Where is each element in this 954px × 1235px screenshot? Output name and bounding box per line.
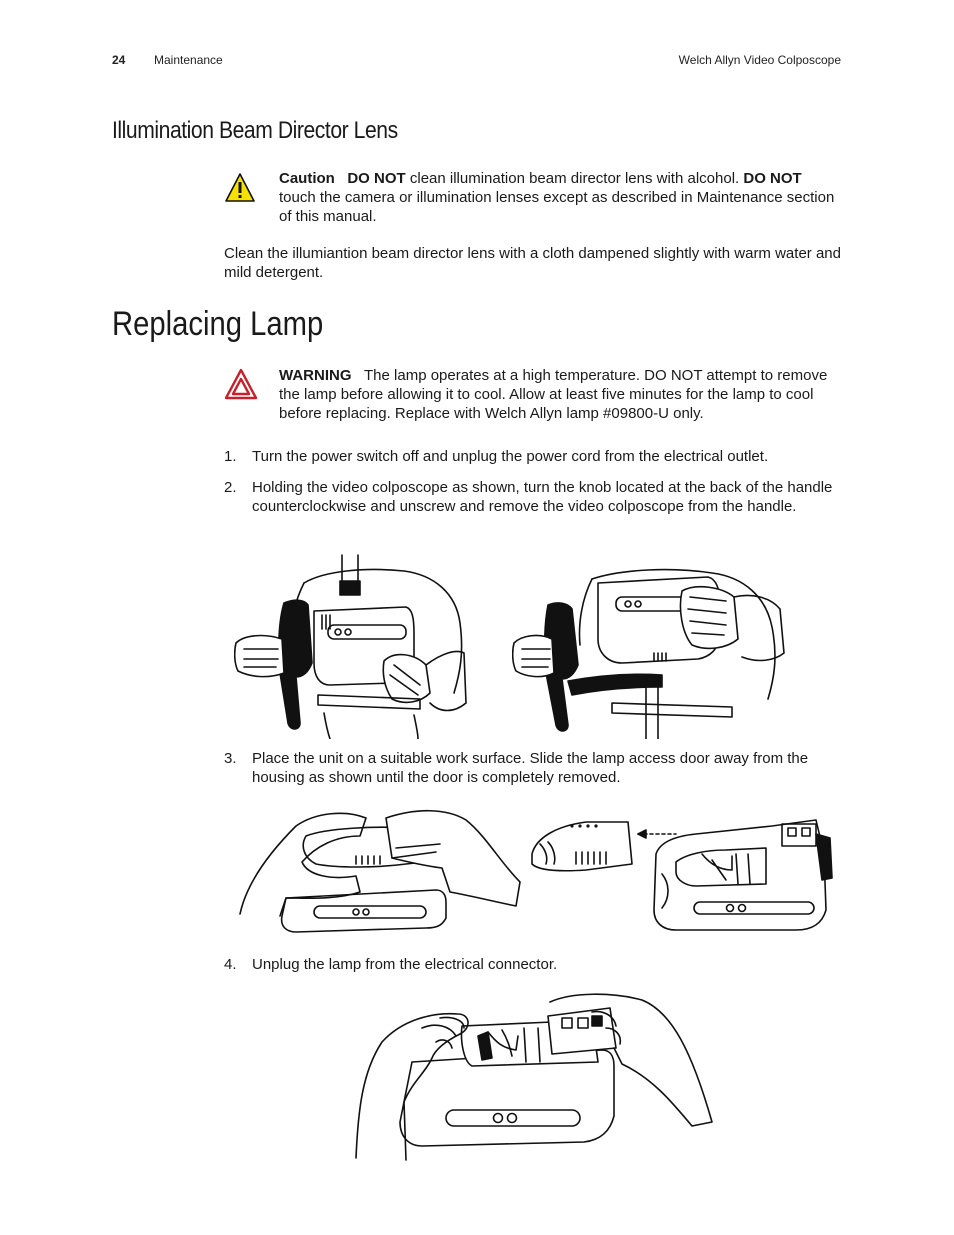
- warning-triangle-icon: [224, 368, 258, 400]
- replacing-heading: Replacing Lamp: [112, 305, 324, 343]
- step-3-illustration-hands: [236, 806, 522, 936]
- warning-label: WARNING: [279, 367, 352, 384]
- step-2-illustration-left: [234, 553, 472, 739]
- warning-text: The lamp operates at a high temperature. DO NOT attempt to remove the lamp before allowing it to cool. Allow at least five minutes for the lamp to cool before replacing. Replace with Welch Allyn lamp #09800-U only.: [279, 367, 828, 422]
- illumination-heading: Illumination Beam Director Lens: [112, 117, 398, 144]
- step-3: [224, 749, 844, 789]
- caution-text-2: touch the camera or illumination lenses except as described in Maintenance section of this manual.: [279, 189, 835, 225]
- step-2-illustration-right: [512, 553, 788, 739]
- step-text: Unplug the lamp from the electrical connector.: [252, 956, 558, 973]
- step-4-illustration: [352, 992, 714, 1162]
- caution-label: Caution: [279, 170, 335, 187]
- step-text: Place the unit on a suitable work surface. Slide the lamp access door away from the housing as shown until the door is completely removed.: [252, 750, 809, 786]
- step-2: [224, 478, 844, 538]
- step-number: 1.: [224, 448, 237, 465]
- step-4: [224, 955, 844, 975]
- caution-triangle-icon: [224, 172, 256, 204]
- caution-do-not-2: DO NOT: [743, 170, 802, 187]
- caution-text-1: clean illumination beam director lens with alcohol.: [405, 170, 744, 187]
- step-3-illustration-door-removed: [526, 814, 842, 936]
- caution-note: [279, 169, 839, 226]
- step-text: Turn the power switch off and unplug the power cord from the electrical outlet.: [252, 448, 769, 465]
- step-number: 2.: [224, 479, 237, 496]
- warning-note: [279, 366, 839, 423]
- running-section: Maintenance: [154, 53, 223, 67]
- illumination-paragraph: Clean the illumiantion beam director lens with a cloth dampened slightly with warm water and mild detergent.: [224, 245, 841, 281]
- page-number: 24: [112, 53, 126, 67]
- step-number: 4.: [224, 956, 237, 973]
- step-1: [224, 447, 844, 467]
- step-number: 3.: [224, 750, 237, 767]
- running-title: Welch Allyn Video Colposcope: [678, 53, 841, 67]
- caution-do-not-1: DO NOT: [347, 170, 406, 187]
- step-text: Holding the video colposcope as shown, turn the knob located at the back of the handle counterclockwise and unscrew and remove the video colposcope from the handle.: [252, 479, 833, 515]
